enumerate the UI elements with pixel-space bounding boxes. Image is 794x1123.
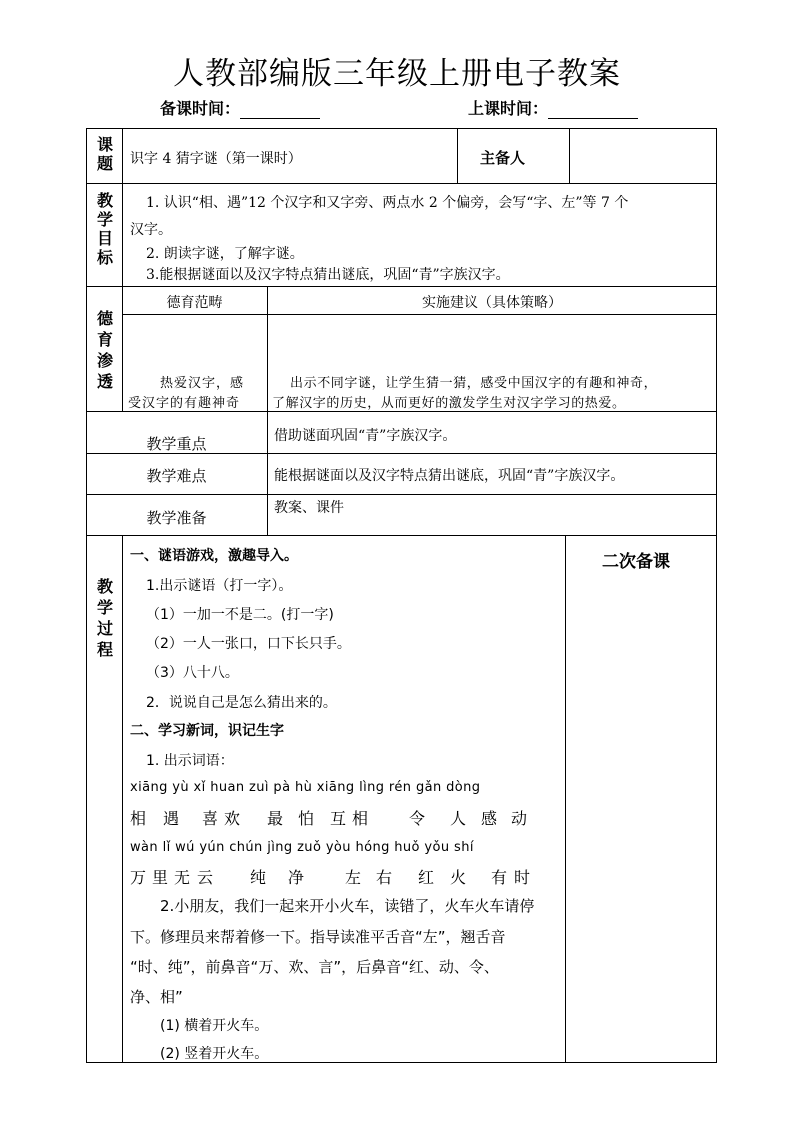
word-char: 无 <box>174 868 191 887</box>
word-char: 有 <box>491 868 508 887</box>
goals-label-char: 教 <box>96 191 113 210</box>
goal-3: 3.能根据谜面以及汉字特点猜出谜底，巩固“青”字族汉字。 <box>146 267 510 283</box>
process-label-char: 程 <box>96 640 113 659</box>
goal-2: 2. 朗读字谜，了解字谜。 <box>146 246 304 262</box>
activity-text-line: 净、相” <box>130 988 183 1006</box>
activity-step: (1) 横着开火车。 <box>160 1018 269 1034</box>
activity-text-line: 下。修理员来帮着修一下。指导读准平舌音“左”，翘舌音 <box>130 928 506 946</box>
moral-category-line1: 热爱汉字，感 <box>160 376 245 391</box>
goals-label-char: 学 <box>96 210 113 229</box>
row-divider <box>86 286 717 287</box>
word-char: 纯 <box>250 868 267 887</box>
col-divider <box>569 128 570 183</box>
table-border-top <box>86 128 717 129</box>
moral-label-char: 透 <box>96 372 113 391</box>
process-label <box>88 576 122 660</box>
class-time-label: 上课时间： <box>468 99 549 118</box>
moral-strategy-line1: 出示不同字谜，让学生猜一猜，感受中国汉字的有趣和神奇， <box>290 376 658 391</box>
word-row-1 <box>130 806 560 828</box>
moral-label-char: 渗 <box>96 351 113 370</box>
word-char: 相 <box>130 809 147 828</box>
section-2-item: 1. 出示词语： <box>146 753 234 769</box>
word-char: 火 <box>450 868 467 887</box>
section-1-title: 一、谜语游戏，激趣导入。 <box>130 548 298 564</box>
col-divider <box>457 128 458 183</box>
row-divider <box>86 183 717 184</box>
section-1-item: 2．说说自己是怎么猜出来的。 <box>146 695 337 711</box>
word-row-2 <box>130 865 560 887</box>
key-point-label: 教学重点 <box>146 435 207 453</box>
word-char: 怕 <box>298 809 315 828</box>
pinyin-row-2: wàn lǐ wú yún chún jìng zuǒ yòu hóng huǒ yǒu shí <box>130 840 474 855</box>
topic-label <box>88 135 122 173</box>
goal-1: 1. 认识“相、遇”12 个汉字和又字旁、两点水 2 个偏旁，会写“字、左”等 7 个 <box>146 195 629 211</box>
word-char: 欢 <box>224 809 241 828</box>
riddle-1: （1）一加一不是二。(打一字) <box>146 607 334 623</box>
goals-label-char: 标 <box>96 248 113 267</box>
activity-text-line: 2.小朋友，我们一起来开小火车，读错了，火车火车请停 <box>160 897 535 915</box>
word-char: 红 <box>418 868 435 887</box>
pinyin-row-1: xiāng yù xǐ huan zuì pà hù xiāng lìng rén gǎn dòng <box>130 780 481 795</box>
word-char: 右 <box>376 868 393 887</box>
riddle-2: （2）一人一张口，口下长只手。 <box>146 636 351 652</box>
moral-label <box>88 308 122 392</box>
word-char: 遇 <box>163 809 180 828</box>
prep-time-field <box>160 96 320 119</box>
process-label-char: 学 <box>96 598 113 617</box>
preparation-label: 教学准备 <box>146 509 207 527</box>
prep-time-blank[interactable] <box>240 100 320 119</box>
topic-value: 识字 4 猜字谜（第一课时） <box>130 151 302 167</box>
col-divider <box>565 535 566 1062</box>
word-char: 互 <box>330 809 347 828</box>
word-char: 云 <box>197 868 214 887</box>
process-label-char: 教 <box>96 577 113 596</box>
goals-label <box>88 191 122 267</box>
row-divider <box>86 535 717 536</box>
word-char: 人 <box>450 809 467 828</box>
row-divider <box>86 494 717 495</box>
word-char: 令 <box>409 809 426 828</box>
section-1-item: 1.出示谜语（打一字）。 <box>146 578 293 594</box>
moral-strategy-header: 实施建议（具体策略） <box>422 295 562 311</box>
word-char: 里 <box>152 868 169 887</box>
document-title: 人教部编版三年级上册电子教案 <box>173 56 621 92</box>
author-label: 主备人 <box>480 149 526 167</box>
prep-time-label: 备课时间： <box>160 99 241 118</box>
word-char: 左 <box>345 868 362 887</box>
class-time-blank[interactable] <box>548 100 638 119</box>
word-char: 相 <box>352 809 369 828</box>
moral-label-char: 育 <box>96 330 113 349</box>
row-divider <box>122 314 717 315</box>
difficulty-value: 能根据谜面以及汉字特点猜出谜底，巩固“青”字族汉字。 <box>274 468 625 484</box>
col-divider <box>122 535 123 1062</box>
moral-category-header: 德育范畴 <box>166 295 223 311</box>
process-label-char: 过 <box>96 619 113 638</box>
second-prep-heading: 二次备课 <box>602 552 670 572</box>
class-time-field <box>468 96 638 119</box>
preparation-value: 教案、课件 <box>274 500 344 516</box>
activity-step: (2) 竖着开火车。 <box>160 1046 269 1062</box>
section-2-title: 二、学习新词，识记生字 <box>130 723 284 739</box>
row-divider <box>86 411 717 412</box>
activity-text-line: “时、纯”，前鼻音“万、欢、言”，后鼻音“红、动、令、 <box>130 958 499 976</box>
word-char: 感 <box>481 809 498 828</box>
table-border-right <box>716 128 717 1062</box>
word-char: 最 <box>267 809 284 828</box>
table-border-left <box>86 128 87 1062</box>
goal-1-cont: 汉字。 <box>130 222 172 238</box>
word-char: 喜 <box>202 809 219 828</box>
col-divider <box>267 411 268 535</box>
key-point-value: 借助谜面巩固“青”字族汉字。 <box>274 428 457 444</box>
word-char: 时 <box>514 868 531 887</box>
moral-label-char: 德 <box>96 309 113 328</box>
topic-label-char: 题 <box>96 154 113 173</box>
topic-label-char: 课 <box>96 135 113 154</box>
col-divider <box>122 128 123 411</box>
moral-strategy-line2: 了解汉字的历史，从而更好的激发学生对汉字学习的热爱。 <box>272 396 626 411</box>
difficulty-label: 教学难点 <box>146 467 207 485</box>
moral-category-line2: 受汉字的有趣神奇 <box>128 396 241 411</box>
riddle-3: （3）八十八。 <box>146 665 239 681</box>
word-char: 净 <box>288 868 305 887</box>
word-char: 动 <box>511 809 528 828</box>
goals-label-char: 目 <box>96 229 113 248</box>
word-char: 万 <box>130 868 147 887</box>
